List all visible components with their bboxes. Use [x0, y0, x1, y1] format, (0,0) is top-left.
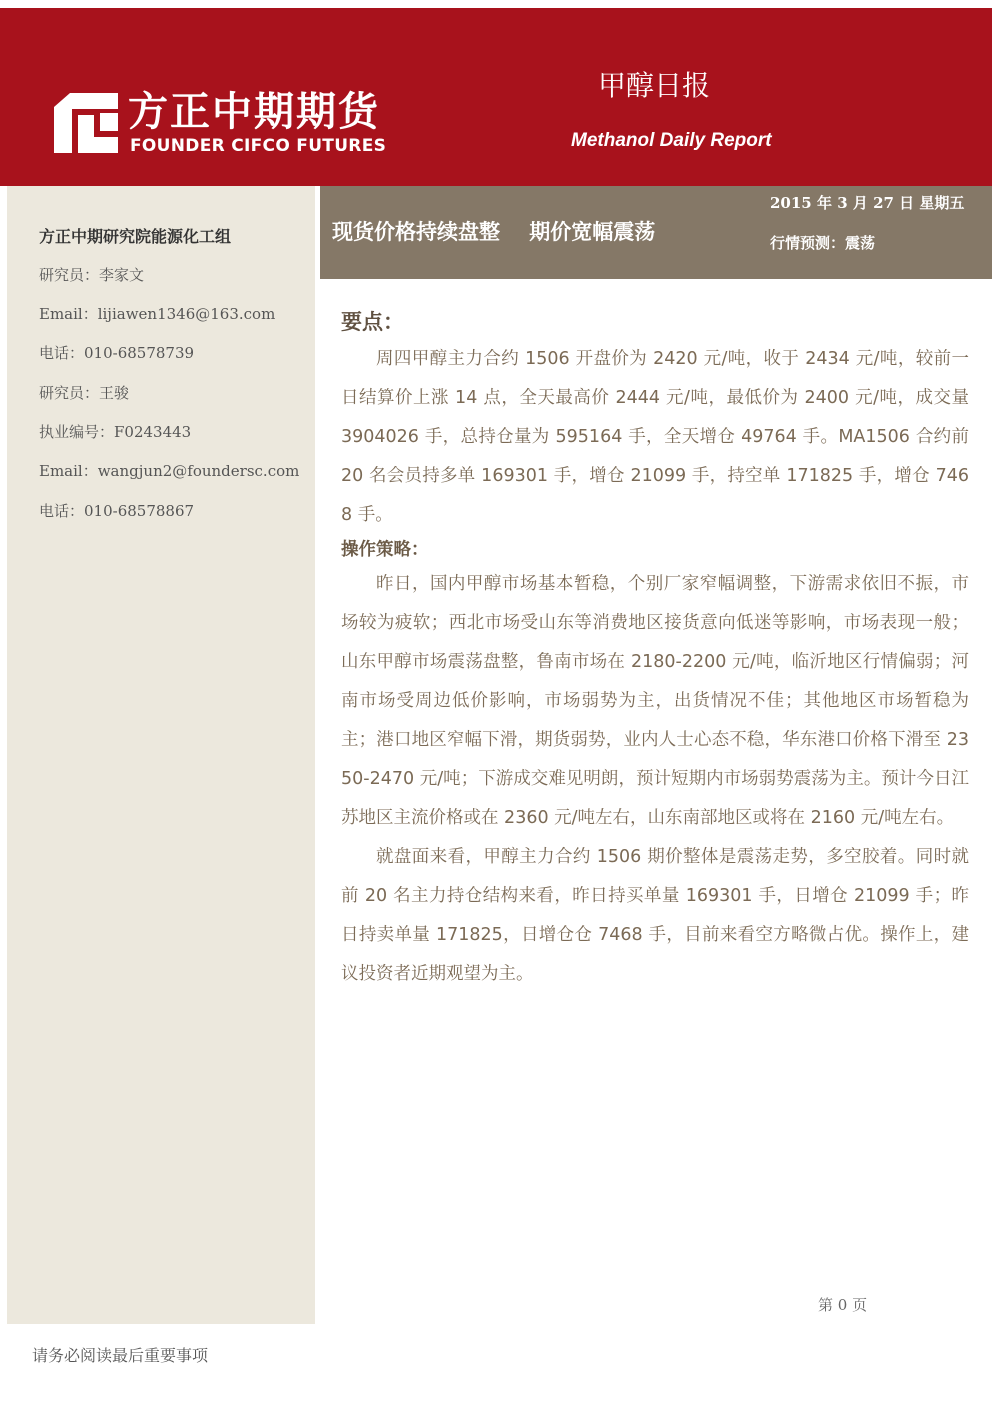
key-points-paragraph: 周四甲醇主力合约 1506 开盘价为 2420 元/吨，收于 2434 元/吨，较前一日结算价上涨 14 点，全天最高价 2444 元/吨，最低价为 2400 元/吨，成交量 3904026 手，总持仓量为 595164 手，全天增仓 49764 手。MA1506 合约前 20 名会员持多单 169301 手，增仓 21099 手，持空单 171825 手，增仓 7468 手。: [341, 349, 969, 525]
researcher-1: 研究员：李家文: [39, 266, 145, 284]
researcher-2-phone: 电话：010-68578867: [39, 502, 195, 520]
analyst-sidebar: [7, 186, 315, 1324]
market-forecast: 行情预测：震荡: [770, 234, 876, 252]
researcher-2-license: 执业编号：F0243443: [39, 423, 192, 441]
founder-logo-icon: [54, 93, 118, 153]
key-points-heading: 要点：: [341, 310, 404, 334]
strategy-paragraph-2: 就盘面来看，甲醇主力合约 1506 期价整体是震荡走势，多空胶着。同时就前 20 名主力持仓结构来看，昨日持买单量 169301 手，日增仓 21099 手；昨日持卖单量 171825，日增仓仓 7468 手，目前来看空方略微占优。操作上，建议投资者近期观望为主。: [341, 847, 969, 984]
page-number: 第 0 页: [818, 1296, 868, 1314]
researcher-1-phone: 电话：010-68578739: [39, 344, 195, 362]
headline-bar: [320, 186, 992, 279]
strategy-heading: 操作策略：: [341, 540, 429, 560]
research-group: 方正中期研究院能源化工组: [39, 227, 232, 246]
report-date: 2015 年 3 月 27 日 星期五: [770, 194, 965, 212]
report-title-en: Methanol Daily Report: [571, 130, 772, 151]
report-header: [0, 8, 992, 186]
company-name-en: FOUNDER CIFCO FUTURES: [130, 136, 387, 156]
report-body: [341, 306, 969, 994]
researcher-2: 研究员：王骏: [39, 384, 130, 402]
researcher-1-email: Email：lijiawen1346@163.com: [39, 305, 276, 323]
disclaimer-note: 请务必阅读最后重要事项: [32, 1346, 209, 1365]
report-title-cn: 甲醇日报: [598, 69, 711, 102]
headline: 现货价格持续盘整 期价宽幅震荡: [332, 220, 656, 244]
researcher-2-email: Email：wangjun2@foundersc.com: [39, 462, 300, 480]
strategy-paragraph-1: 昨日，国内甲醇市场基本暂稳，个别厂家窄幅调整，下游需求依旧不振，市场较为疲软；西北市场受山东等消费地区接货意向低迷等影响，市场表现一般；山东甲醇市场震荡盘整，鲁南市场在 2180-2200 元/吨，临沂地区行情偏弱；河南市场受周边低价影响，市场弱势为主，出货情况不佳；其他地区市场暂稳为主；港口地区窄幅下滑，期货弱势，业内人士心态不稳，华东港口价格下滑至 2350-2470 元/吨；下游成交难见明朗，预计短期内市场弱势震荡为主。预计今日江苏地区主流价格或在 2360 元/吨左右，山东南部地区或将在 2160 元/吨左右。: [341, 574, 969, 828]
company-name-cn: 方正中期期货: [128, 89, 380, 135]
